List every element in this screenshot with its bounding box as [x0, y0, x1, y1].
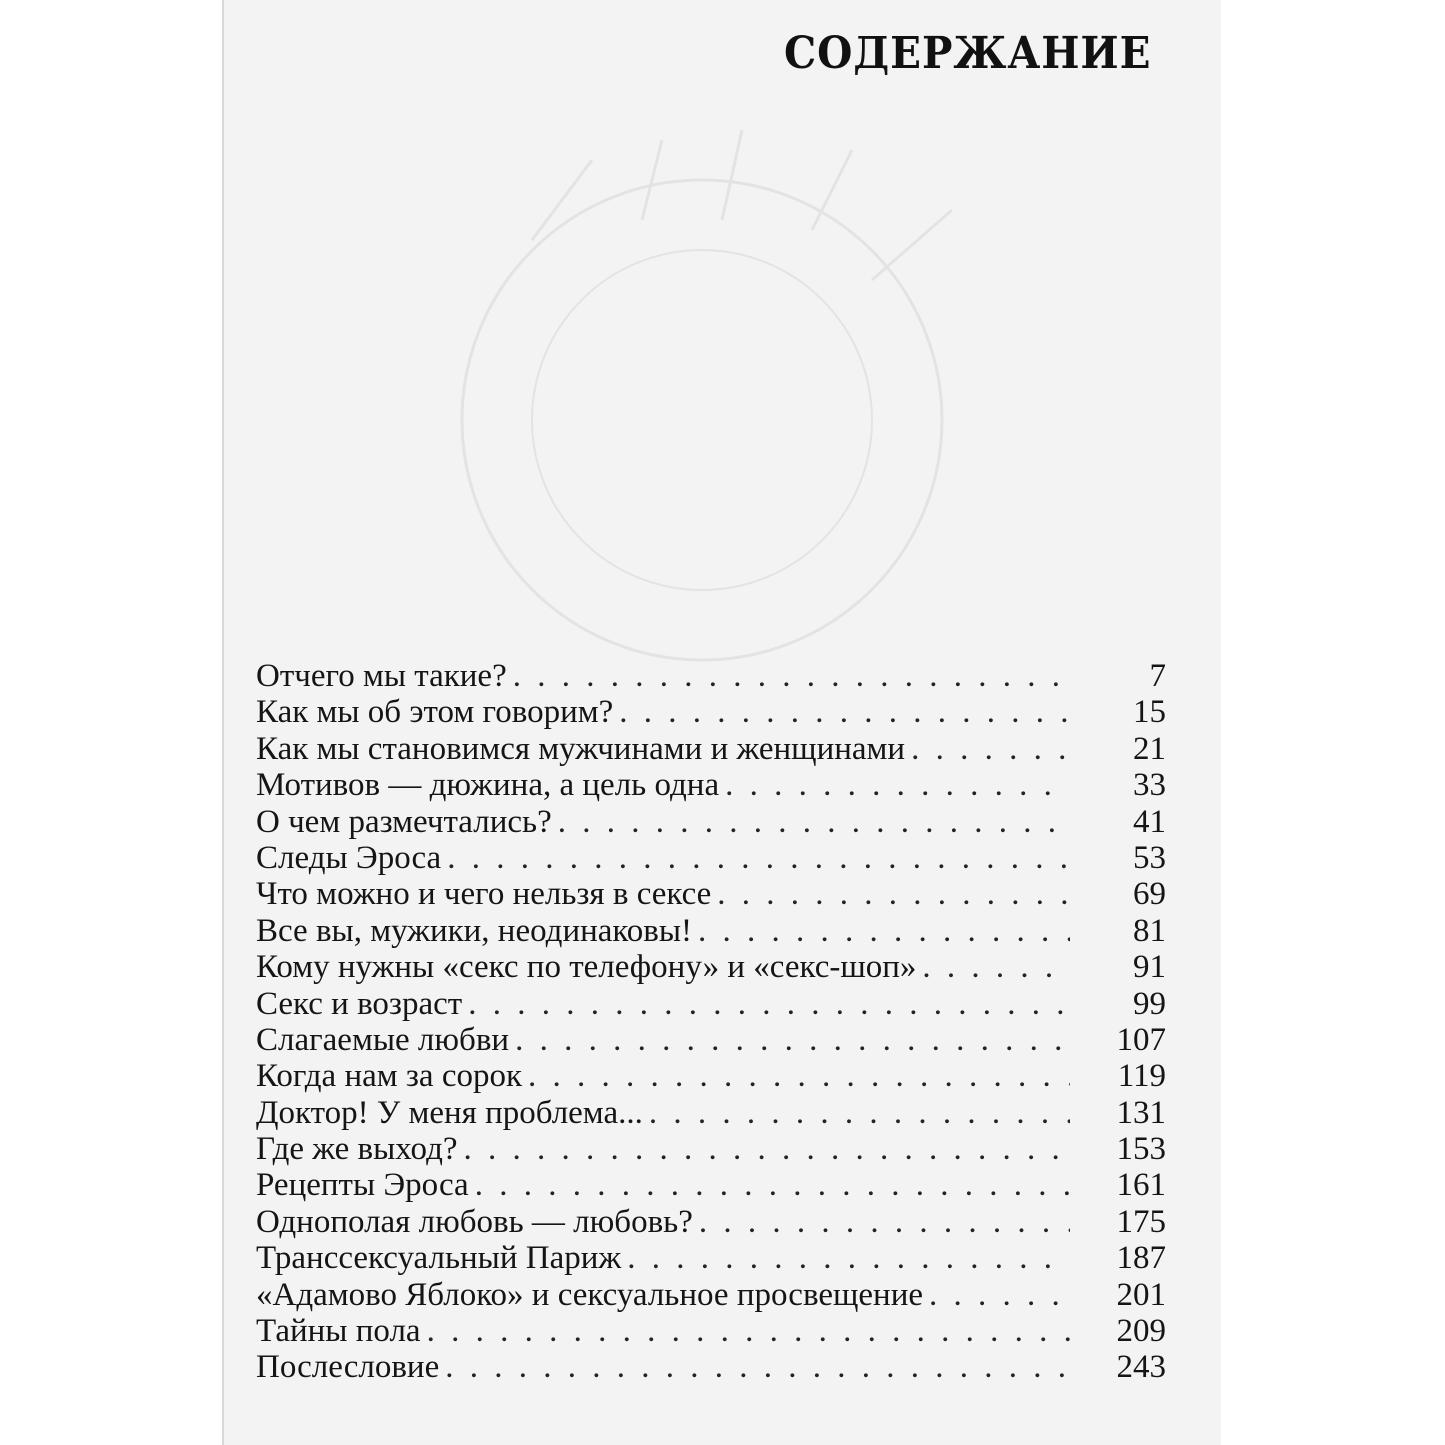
toc-entry-page-number: 131 [1070, 1095, 1166, 1131]
toc-dot-leader [445, 1349, 1070, 1385]
toc-entry-page-number: 153 [1070, 1131, 1166, 1167]
toc-entry-page-number: 161 [1070, 1167, 1166, 1203]
toc-entry-page-number: 7 [1070, 658, 1166, 694]
toc-entry-title: Секс и возраст [256, 986, 468, 1022]
toc-entry [256, 767, 1166, 803]
toc-dot-leader [911, 731, 1070, 767]
toc-entry-page-number: 53 [1070, 840, 1166, 876]
toc-entry-page-number: 33 [1070, 767, 1166, 803]
toc-entry-title: Доктор! У меня проблема... [256, 1095, 649, 1131]
toc-entry-page-number: 243 [1070, 1349, 1166, 1385]
toc-entry [256, 876, 1166, 912]
toc-dot-leader [929, 1277, 1070, 1313]
toc-entry [256, 1058, 1166, 1094]
toc-entry-title: Слагаемые любви [256, 1022, 515, 1058]
toc-entry [256, 1313, 1166, 1349]
toc-entry-page-number: 21 [1070, 731, 1166, 767]
toc-entry-title: Мотивов — дюжина, а цель одна [256, 767, 725, 803]
toc-entry-page-number: 175 [1070, 1204, 1166, 1240]
toc-dot-leader [427, 1313, 1070, 1349]
toc-entry [256, 1131, 1166, 1167]
toc-entry-title: Когда нам за сорок [256, 1058, 528, 1094]
toc-entry-title: О чем размечтались? [256, 804, 558, 840]
toc-entry-title: Послесловие [256, 1349, 445, 1385]
toc-entry [256, 986, 1166, 1022]
toc-entry-page-number: 99 [1070, 986, 1166, 1022]
toc-entry-page-number: 81 [1070, 913, 1166, 949]
toc-dot-leader [447, 840, 1070, 876]
toc-dot-leader [468, 986, 1070, 1022]
toc-dot-leader [464, 1131, 1070, 1167]
toc-entry-page-number: 91 [1070, 949, 1166, 985]
toc-entry [256, 1095, 1166, 1131]
toc-dot-leader [528, 1058, 1070, 1094]
book-page [222, 0, 1221, 1445]
toc-entry [256, 1167, 1166, 1203]
toc-entry-title: Все вы, мужики, неодинаковы! [256, 913, 698, 949]
toc-entry-page-number: 201 [1070, 1277, 1166, 1313]
toc-dot-leader [627, 1240, 1070, 1276]
toc-entry [256, 731, 1166, 767]
toc-dot-leader [619, 694, 1070, 730]
toc-entry-title: Где же выход? [256, 1131, 464, 1167]
toc-entry-title: Следы Эроса [256, 840, 447, 876]
toc-entry [256, 840, 1166, 876]
toc-entry-title: Кому нужны «секс по телефону» и «секс-шоп» [256, 949, 922, 985]
toc-entry-title: Рецепты Эроса [256, 1167, 475, 1203]
toc-dot-leader [475, 1167, 1070, 1203]
toc-dot-leader [717, 876, 1070, 912]
toc-entry [256, 949, 1166, 985]
toc-entry [256, 1022, 1166, 1058]
toc-dot-leader [698, 913, 1070, 949]
toc-entry-title: Транссексуальный Париж [256, 1240, 627, 1276]
toc-dot-leader [515, 1022, 1070, 1058]
toc-entry-title: Как мы об этом говорим? [256, 694, 619, 730]
toc-dot-leader [558, 804, 1070, 840]
toc-entry-title: Отчего мы такие? [256, 658, 513, 694]
toc-entry [256, 1277, 1166, 1313]
toc-entry-page-number: 69 [1070, 876, 1166, 912]
toc-dot-leader [725, 767, 1070, 803]
bleed-through-illustration [392, 120, 1012, 680]
toc-entry [256, 913, 1166, 949]
toc-entry [256, 658, 1166, 694]
toc-entry-page-number: 119 [1070, 1058, 1166, 1094]
toc-entry-page-number: 209 [1070, 1313, 1166, 1349]
page-title: СОДЕРЖАНИЕ [783, 28, 1151, 79]
toc-entry [256, 694, 1166, 730]
table-of-contents [256, 658, 1166, 1386]
toc-entry-title: Однополая любовь — любовь? [256, 1204, 699, 1240]
toc-entry-page-number: 15 [1070, 694, 1166, 730]
toc-dot-leader [699, 1204, 1070, 1240]
toc-entry-title: «Адамово Яблоко» и сексуальное просвещение [256, 1277, 929, 1313]
toc-dot-leader [513, 658, 1070, 694]
toc-dot-leader [922, 949, 1070, 985]
toc-dot-leader [649, 1095, 1070, 1131]
toc-entry-page-number: 107 [1070, 1022, 1166, 1058]
toc-entry-title: Что можно и чего нельзя в сексе [256, 876, 717, 912]
toc-entry-title: Как мы становимся мужчинами и женщинами [256, 731, 911, 767]
toc-entry [256, 1349, 1166, 1385]
toc-entry-title: Тайны пола [256, 1313, 427, 1349]
toc-entry [256, 804, 1166, 840]
toc-entry [256, 1204, 1166, 1240]
toc-entry [256, 1240, 1166, 1276]
toc-entry-page-number: 187 [1070, 1240, 1166, 1276]
toc-entry-page-number: 41 [1070, 804, 1166, 840]
